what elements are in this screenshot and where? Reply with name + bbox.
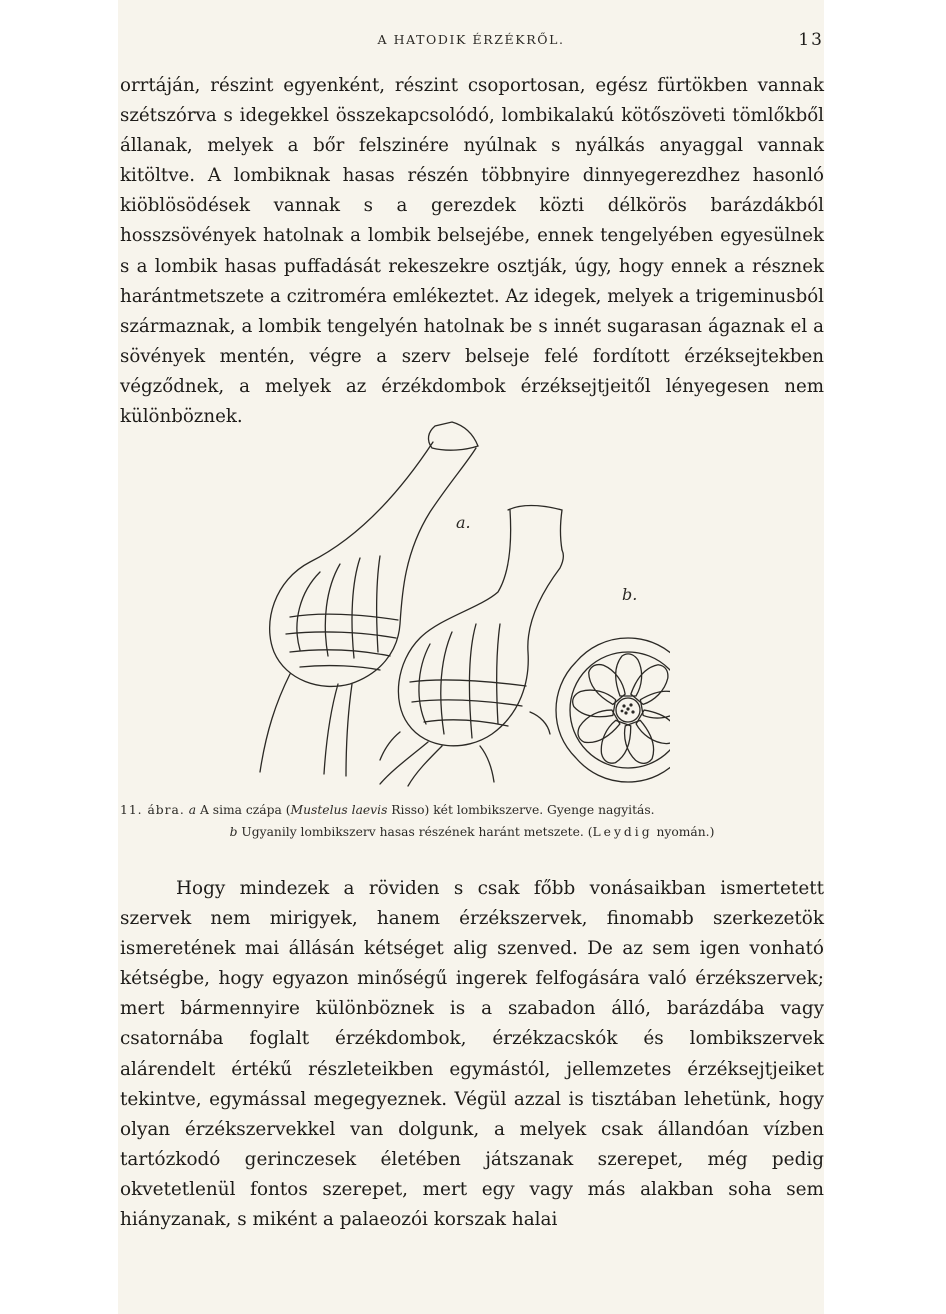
caption-text-a: A sima czápa ( xyxy=(199,803,291,817)
page-number: 13 xyxy=(798,30,824,50)
body-paragraph-2-text: Hogy mindezek a röviden s csak főbb vonásaikban ismertetett szervek nem mirigyek, hanem érzékszervek, finomabb szerkezetök ismeretének mai állásán kétséget alig szenved. De az sem igen vonható kétségbe, hogy egyazon minőségű ingerek felfogására való érzékszervek; mert bármennyire különböznek is a szabadon álló, barázdába vagy csatornába foglalt érzékdombok, érzékzacskók és lombikszervek alárendelt értékű részleteikben egymástól, jellemzetes érzéksejtjeiket tekintve, egymással megegyeznek. Végül azzal is tisztában lehetünk, hogy olyan érzékszervekkel van dolgunk, a melyek csak állandóan vízben tartózkodó gerinczesek életében játszanak szerepet, még pedig okvetetlenül fontos szerepet, mert egy vagy más alakban soha sem hiányzanak, s miként a palaeozói korszak halai xyxy=(120,878,824,1231)
figure-number: 11. ábra. xyxy=(120,803,185,817)
figure-label-a: a. xyxy=(456,513,471,532)
figure-label-b: b. xyxy=(622,585,638,604)
caption-species: Mustelus laevis xyxy=(290,803,388,817)
page-header xyxy=(118,30,824,56)
body-paragraph-1: orrtáján, részint egyenként, részint csoportosan, egész fürtökben vannak szétszórva s idegekkel összekapcsolódó, lombikalakú kötőszöveti tömlőkből állanak, melyek a bőr felszinére nyúlnak s nyálkás anyaggal vannak kitöltve. A lombiknak hasas részén többnyire dinnyegerezdhez hasonló kiöblösödések vannak s a gerezdek közti délkörös barázdákból hosszsövények hatolnak a lombik belsejébe, ennek tengelyében egyesülnek s a lombik hasas puffadását rekeszekre osztják, úgy, hogy ennek a résznek harántmetszete a czitroméra emlékeztet. Az idegek, melyek a trigeminusból származnak, a lombik tengelyén hatolnak be s innét sugarasan ágaznak el a sövények mentén, végre a szerv belseje felé fordított érzéksejtekben végződnek, a melyek az érzékdombok érzéksejtjeitől lényegesen nem különböznek. xyxy=(120,75,824,428)
caption-author: Leydig xyxy=(592,825,653,839)
caption-text-b-end: nyomán.) xyxy=(652,825,715,839)
flask-organ-left xyxy=(260,422,478,776)
body-paragraph-2 xyxy=(120,874,824,1235)
lombik-organ-illustration xyxy=(230,412,670,792)
caption-text-b: Ugyanily lombikszerv hasas részének haránt metszete. ( xyxy=(241,825,593,839)
figure-11 xyxy=(230,412,670,792)
caption-letter-b: b xyxy=(229,825,238,839)
figure-caption-line-2 xyxy=(120,822,824,843)
flask-organ-middle xyxy=(380,506,563,787)
running-title: A HATODIK ÉRZÉKRŐL. xyxy=(377,32,565,47)
cross-section-b xyxy=(556,638,670,782)
caption-letter-a: a xyxy=(188,803,197,817)
caption-text-a-end: Risso) két lombikszerve. Gyenge nagyitás. xyxy=(387,803,655,817)
figure-caption-line-1 xyxy=(120,800,824,821)
